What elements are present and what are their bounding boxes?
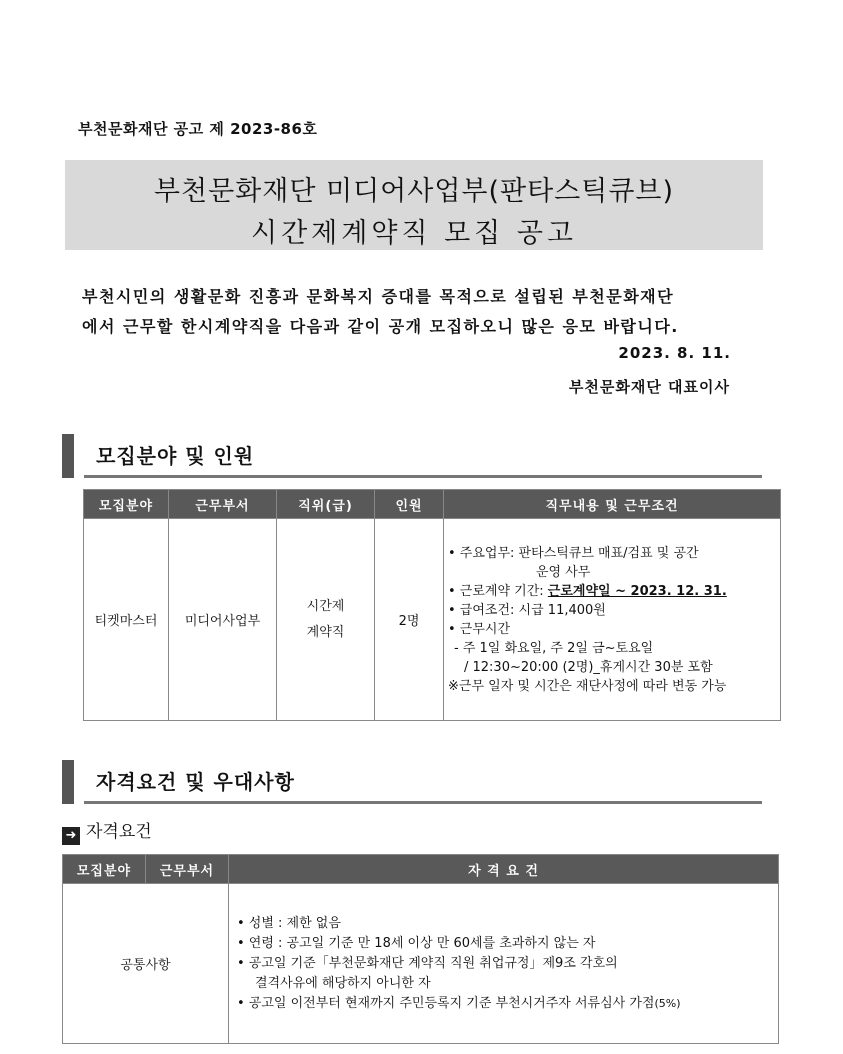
title-line-2: 시간제계약직 모집 공고 [251, 218, 577, 249]
notice-number: 부천문화재단 공고 제 2023-86호 [78, 120, 318, 138]
requirement-line: • 성별 : 제한 없음 [237, 915, 341, 931]
duty-line: / 12:30~20:00 (2명)_휴게시간 30분 포함 [464, 659, 713, 675]
duty-line: - 주 1일 화요일, 주 2일 금~토요일 [454, 640, 654, 656]
section-title: 모집분야 및 인원 [96, 444, 255, 468]
col-header: 직무내용 및 근무조건 [444, 490, 781, 519]
arrow-right-icon: ➜ [62, 827, 80, 845]
intro-paragraph [82, 282, 752, 342]
col-header: 인원 [375, 490, 444, 519]
requirements-cell [229, 884, 779, 1044]
duty-line: • 근무시간 [448, 621, 511, 637]
section-bar [62, 434, 74, 478]
contract-period: 근로계약일 ~ 2023. 12. 31. [547, 583, 727, 599]
duty-line: • 주요업무: 판타스틱큐브 매표/검표 및 공간 [448, 545, 699, 561]
col-header: 근무부서 [146, 855, 229, 884]
table-header-row [84, 490, 781, 519]
section-rule [84, 475, 762, 478]
section-recruitment-header [62, 434, 762, 478]
duty-cell [444, 519, 781, 721]
col-header: 자 격 요 건 [229, 855, 779, 884]
duty-label: • 근로계약 기간: [448, 583, 548, 599]
requirement-percent: (5%) [654, 996, 681, 1010]
field-cell: 공통사항 [63, 884, 229, 1044]
qualification-table [62, 854, 779, 1044]
position-line-2: 계약직 [306, 624, 345, 640]
requirement-text: • 공고일 이전부터 현재까지 주민등록지 기준 부천시거주자 서류심사 가점 [237, 995, 655, 1011]
section-qualification-header [62, 760, 762, 804]
position-line-1: 시간제 [306, 598, 345, 614]
intro-line-1: 부천시민의 생활문화 진흥과 문화복지 증대를 목적으로 설립된 부천문화재단 [82, 287, 675, 306]
duty-line: • 급여조건: 시급 11,400원 [448, 602, 606, 618]
requirement-line: • 공고일 기준「부천문화재단 계약직 직원 취업규정」제9조 각호의 [237, 955, 618, 971]
col-header: 직위(급) [277, 490, 375, 519]
position-cell [277, 519, 375, 721]
requirement-line [237, 994, 770, 1014]
dept-cell: 미디어사업부 [169, 519, 277, 721]
table-header-row [63, 855, 779, 884]
duty-line [448, 582, 776, 601]
subsection-qualification [62, 817, 152, 845]
signer: 부천문화재단 대표이사 [568, 378, 730, 396]
col-header: 모집분야 [63, 855, 146, 884]
col-header: 모집분야 [84, 490, 169, 519]
count-cell: 2명 [375, 519, 444, 721]
subsection-title: 자격요건 [86, 822, 152, 842]
field-cell: 티켓마스터 [84, 519, 169, 721]
requirement-line: • 연령 : 공고일 기준 만 18세 이상 만 60세를 초과하지 않는 자 [237, 935, 596, 951]
duty-line: 운영 사무 [536, 564, 591, 580]
requirement-line: 결격사유에 해당하지 아니한 자 [255, 975, 431, 991]
section-bar [62, 760, 74, 804]
notice-date: 2023. 8. 11. [618, 344, 731, 362]
col-header: 근무부서 [169, 490, 277, 519]
section-title: 자격요건 및 우대사항 [96, 770, 295, 794]
intro-line-2: 에서 근무할 한시계약직을 다음과 같이 공개 모집하오니 많은 응모 바랍니다. [82, 317, 679, 336]
title-box [65, 160, 763, 250]
recruitment-table [83, 489, 781, 721]
duty-note: ※근무 일자 및 시간은 재단사정에 따라 변동 가능 [448, 678, 727, 694]
title-line-1: 부천문화재단 미디어사업부(판타스틱큐브) [153, 176, 675, 207]
table-row [63, 884, 779, 1044]
section-rule [84, 801, 762, 804]
table-row [84, 519, 781, 721]
